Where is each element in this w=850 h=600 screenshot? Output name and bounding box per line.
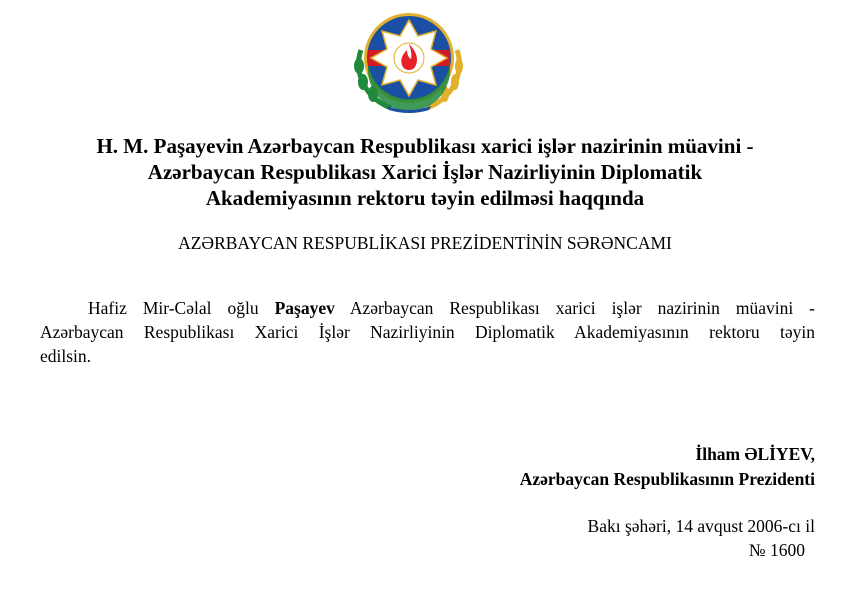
body-line: Azərbaycan Respublikası Xarici İşlər Nazirliyinin Diplomatik Akademiyasının rektoru təyin [40, 322, 815, 342]
azerbaijan-state-emblem-icon [347, 10, 471, 114]
decree-body [40, 296, 815, 368]
body-line [40, 296, 815, 320]
decree-type-heading: AZƏRBAYCAN RESPUBLİKASI PREZİDENTİNİN SƏRƏNCAMI [178, 233, 672, 253]
appointee-surname: Paşayev [274, 298, 335, 318]
body-line: edilsin. [40, 346, 92, 366]
place-and-date: Bakı şəhəri, 14 avqust 2006-cı il [587, 516, 815, 536]
state-emblem [347, 10, 471, 114]
signer-position: Azərbaycan Respublikasının Prezidenti [519, 469, 815, 489]
body-text: Azərbaycan Respublikası xarici işlər nazirinin müavini - [334, 298, 815, 318]
title-line: H. M. Paşayevin Azərbaycan Respublikası xarici işlər nazirinin müavini - [96, 134, 754, 158]
title-line: Akademiyasının rektoru təyin edilməsi haqqında [205, 186, 645, 210]
title-line: Azərbaycan Respublikası Xarici İşlər Nazirliyinin Diplomatik [147, 160, 703, 184]
document-number: № 1600 [748, 540, 805, 560]
body-text: Hafiz Mir-Cəlal oğlu [88, 298, 275, 318]
signer-name: İlham ƏLİYEV, [695, 444, 815, 464]
decree-title [20, 133, 830, 211]
signature-block [520, 442, 815, 492]
